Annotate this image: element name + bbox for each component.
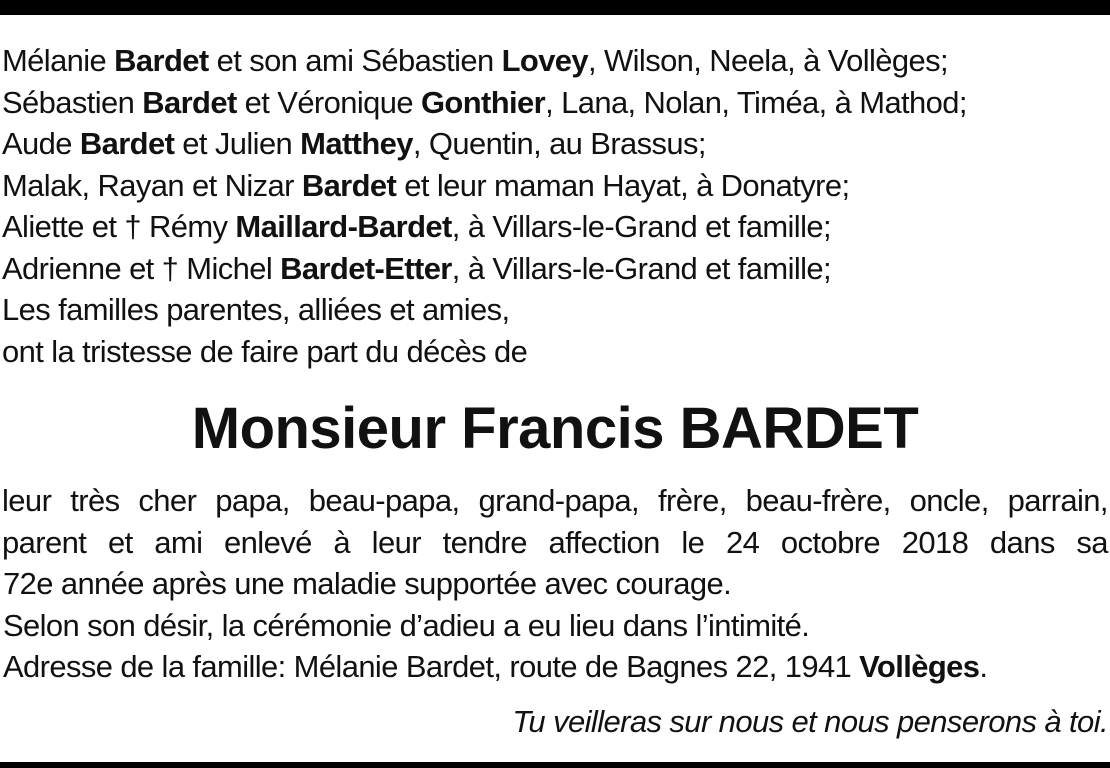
text-run: Aude	[2, 126, 80, 161]
word: leur	[371, 524, 421, 560]
text-run: Mélanie	[2, 43, 115, 78]
text-run: et leur maman Hayat, à Donatyre;	[396, 167, 850, 203]
deceased-name: Monsieur Francis BARDET	[191, 396, 919, 461]
word: tendre	[442, 524, 527, 560]
word: beau-frère,	[745, 483, 891, 518]
word: 24	[725, 524, 760, 560]
surname: Lovey	[501, 43, 589, 78]
family-line	[2, 123, 1106, 165]
text-run: Adrienne et † Michel	[2, 250, 281, 286]
word: dans	[989, 524, 1055, 560]
word: et	[107, 524, 133, 560]
surname: Bardet	[114, 43, 209, 78]
surname: Bardet	[79, 126, 175, 161]
word: octobre	[780, 524, 881, 560]
family-line	[2, 82, 1106, 124]
family-line	[2, 165, 1106, 207]
word: parent	[2, 524, 87, 560]
text-run: ont la tristesse de faire part du décès de	[2, 333, 528, 369]
surname: Matthey	[300, 126, 413, 161]
surname: Bardet-Etter	[280, 250, 452, 286]
text-run: et son ami Sébastien	[208, 43, 502, 78]
body-line	[2, 522, 1108, 564]
text-run: Aliette et † Rémy	[2, 209, 236, 244]
text-run: Malak, Rayan et Nizar	[2, 167, 302, 203]
surname: Gonthier	[420, 84, 546, 120]
word: enlevé	[224, 524, 312, 560]
word: leur	[2, 483, 52, 518]
surname: Bardet	[301, 167, 397, 203]
word: papa,	[215, 483, 290, 518]
obituary-body	[2, 480, 1108, 688]
text-run: et Julien	[174, 126, 301, 161]
family-line	[2, 331, 1106, 373]
text-run: Sébastien	[2, 84, 143, 120]
word: à	[333, 524, 351, 560]
word: oncle,	[909, 483, 989, 518]
family-line	[2, 289, 1106, 331]
word: le	[681, 524, 705, 560]
body-line	[2, 480, 1108, 522]
text-run: , à Villars-le-Grand et famille;	[451, 250, 832, 286]
word: très	[70, 483, 120, 518]
text-run: , à Villars-le-Grand et famille;	[451, 209, 831, 244]
family-line	[2, 40, 1106, 82]
word: sa	[1076, 524, 1108, 560]
word: ami	[154, 524, 203, 560]
word: frère,	[657, 483, 727, 518]
word: affection	[548, 524, 660, 560]
body-line	[3, 605, 1107, 647]
text-run: Selon son désir, la cérémonie d’adieu a eu lieu dans l’intimité.	[3, 607, 810, 643]
text-run: , Quentin, au Brassus;	[412, 126, 706, 161]
text-run: Adresse de la famille: Mélanie Bardet, route de Bagnes 22, 1941	[3, 649, 860, 684]
bottom-rule	[0, 762, 1110, 768]
text-run: 72e année après une maladie supportée avec courage.	[3, 566, 732, 601]
family-line	[2, 206, 1106, 248]
word: 2018	[901, 524, 969, 560]
text-run: .	[979, 649, 988, 684]
body-line	[3, 563, 1107, 605]
family-line	[2, 248, 1106, 290]
word: grand-papa,	[478, 483, 640, 518]
closing-motto: Tu veilleras sur nous et nous penserons à toi.	[512, 704, 1108, 739]
text-run: Les familles parentes, alliées et amies,	[2, 292, 510, 327]
word: parrain,	[1007, 483, 1108, 518]
surname: Vollèges	[859, 649, 980, 684]
top-rule	[0, 0, 1110, 15]
word: beau-papa,	[308, 483, 460, 518]
text-run: , Wilson, Neela, à Vollèges;	[588, 43, 948, 78]
family-list	[2, 40, 1108, 372]
surname: Bardet	[142, 84, 237, 120]
surname: Maillard-Bardet	[235, 209, 452, 244]
body-line	[3, 646, 1107, 688]
text-run: , Lana, Nolan, Timéa, à Mathod;	[545, 84, 967, 120]
text-run: et Véronique	[236, 84, 421, 120]
word: cher	[138, 483, 197, 518]
